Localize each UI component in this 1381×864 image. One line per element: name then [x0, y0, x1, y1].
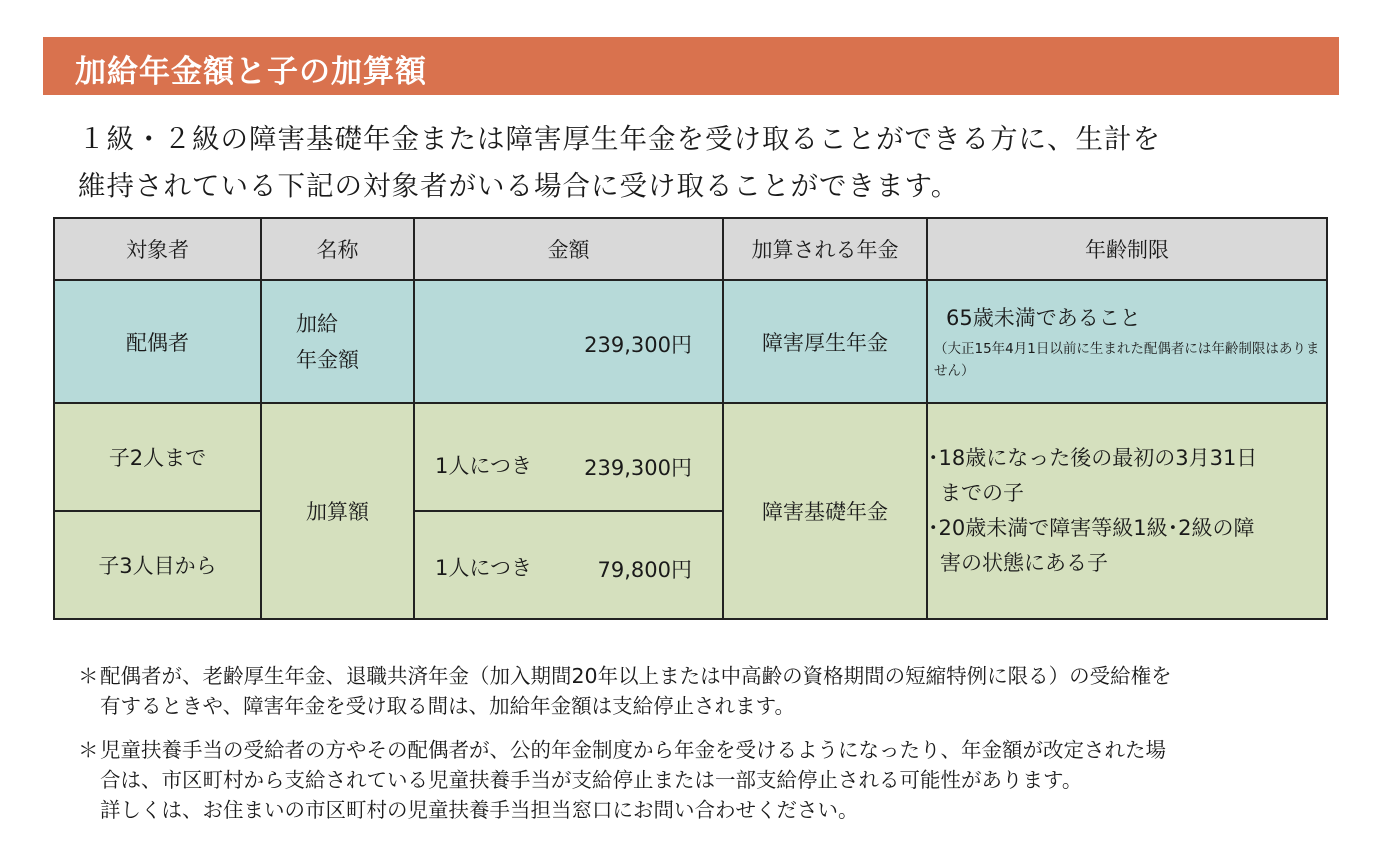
header-target: 対象者: [54, 218, 261, 280]
age-line: ･18歳になった後の最初の3月31日: [928, 446, 1258, 470]
header-name: 名称: [261, 218, 414, 280]
amount-value: 79,800円: [597, 558, 692, 582]
cell-name-child: 加算額: [261, 403, 414, 619]
cell-amount-child-1: [414, 403, 723, 511]
age-limit-note: （大正15年4月1日以前に生まれた配偶者には年齢制限はありません）: [934, 340, 1320, 379]
amount-value: 239,300円: [584, 456, 692, 480]
notes-section: [78, 661, 1338, 825]
note-line: 児童扶養手当の受給者の方やその配偶者が、公的年金制度から年金を受けるようになったり、年金額が改定された場: [100, 738, 1166, 762]
cell-target-child-2: 子3人目から: [54, 511, 261, 619]
name-line: 年金額: [296, 347, 359, 372]
asterisk-mark: ＊: [78, 738, 99, 762]
table-row-child-1: [54, 403, 1327, 511]
cell-name-spouse: [261, 280, 414, 403]
intro-line: １級・２級の障害基礎年金または障害厚生年金を受け取ることができる方に、生計を: [78, 123, 1161, 155]
cell-age-child: [927, 403, 1327, 619]
age-line: までの子: [940, 481, 1024, 505]
cell-pension-spouse: 障害厚生年金: [723, 280, 927, 403]
table-header-row: [54, 218, 1327, 280]
per-person-label: 1人につき: [435, 556, 532, 580]
intro-line: 維持されている下記の対象者がいる場合に受け取ることができます。: [78, 170, 960, 202]
header-age-limit: 年齢制限: [927, 218, 1327, 280]
section-title-bar: [43, 37, 1339, 95]
age-line: ･20歳未満で障害等級1級･2級の障: [928, 516, 1255, 540]
header-amount: 金額: [414, 218, 723, 280]
intro-paragraph: [78, 116, 1338, 210]
age-limit-main: 65歳未満であること: [946, 305, 1141, 330]
cell-amount-child-2: [414, 511, 723, 619]
cell-amount-spouse: [414, 280, 723, 403]
cell-age-spouse: [927, 280, 1327, 403]
note-line: 有するときや、障害年金を受け取る間は、加給年金額は支給停止されます。: [100, 694, 795, 718]
benefit-table: [53, 217, 1328, 620]
age-line: 害の状態にある子: [940, 551, 1108, 575]
amount-value: 239,300円: [584, 333, 692, 357]
note-line: 合は、市区町村から支給されている児童扶養手当が支給停止または一部支給停止される可能性があります。: [100, 768, 1083, 792]
asterisk-mark: ＊: [78, 664, 99, 688]
note-line: 配偶者が、老齢厚生年金、退職共済年金（加入期間20年以上または中高齢の資格期間の短縮特例に限る）の受給権を: [100, 664, 1172, 688]
note-item: [78, 661, 1338, 721]
section-title: 加給年金額と子の加算額: [75, 54, 427, 90]
note-line: 詳しくは、お住まいの市区町村の児童扶養手当担当窓口にお問い合わせください。: [100, 798, 859, 822]
table-row-spouse: [54, 280, 1327, 403]
note-item: [78, 735, 1338, 825]
cell-target-spouse: 配偶者: [54, 280, 261, 403]
cell-pension-child: 障害基礎年金: [723, 403, 927, 619]
cell-target-child-1: 子2人まで: [54, 403, 261, 511]
header-pension: 加算される年金: [723, 218, 927, 280]
per-person-label: 1人につき: [435, 454, 532, 478]
name-line: 加給: [296, 311, 338, 336]
